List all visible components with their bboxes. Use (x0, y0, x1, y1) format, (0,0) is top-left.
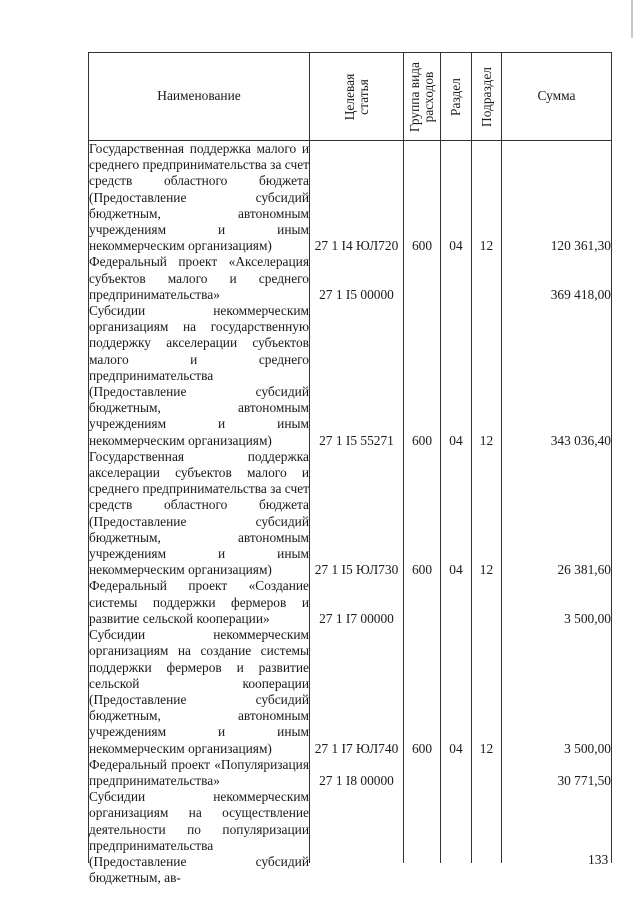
row-subsection (472, 254, 502, 303)
table-row (89, 449, 612, 579)
table-row (89, 789, 612, 863)
row-code: 27 1 I5 55271 (310, 303, 404, 449)
row-code: 27 1 I4 ЮЛ720 (310, 141, 404, 255)
header-group-line2: расходов (421, 71, 436, 122)
row-code (310, 789, 404, 863)
header-target (310, 53, 404, 141)
row-subsection (472, 757, 502, 789)
row-code: 27 1 I7 ЮЛ740 (310, 627, 404, 757)
row-name: Федеральный проект «Популяризация предпринимательства» (89, 756, 309, 788)
row-code: 27 1 I5 00000 (310, 254, 404, 303)
row-subsection: 12 (472, 141, 502, 255)
row-section (441, 757, 472, 789)
row-sum: 26 381,60 (502, 449, 612, 579)
table-row (89, 757, 612, 789)
row-code: 27 1 I5 ЮЛ730 (310, 449, 404, 579)
row-sum: 3 500,00 (502, 578, 612, 627)
row-sum: 369 418,00 (502, 254, 612, 303)
row-name-cell (89, 789, 310, 886)
row-name: Федеральный проект «Создание системы поддержки фермеров и развитие сельской кооперации» (89, 578, 309, 626)
row-subsection: 12 (472, 303, 502, 449)
header-sum: Сумма (502, 53, 612, 141)
table-row (89, 627, 612, 757)
header-section (441, 53, 472, 141)
row-sum: 120 361,30 (502, 141, 612, 255)
row-group: 600 (404, 449, 441, 579)
row-group (404, 578, 441, 627)
row-name: Субсидии некоммерческим организациям на создание системы поддержки фермеров и развитие сельской кооперации (Предоставление субсидий бюджетным, автономным учреждениям и иным некоммерческим организациям) (89, 627, 309, 756)
header-subsection-label: Подраздел (478, 66, 494, 127)
row-sum: 30 771,50 (502, 757, 612, 789)
table-row (89, 578, 612, 627)
row-section: 04 (441, 627, 472, 757)
table-row (89, 141, 612, 255)
row-section: 04 (441, 303, 472, 449)
row-name: Субсидии некоммерческим организациям на осуществление деятельности по популяризации предпринимательства (Предоставление субсидий бюджетным, ав- (89, 789, 309, 886)
table-header-row (89, 53, 612, 141)
row-name: Государственная поддержка акселерации субъектов малого и среднего предпринимательства за счет средств областного бюджета (Предоставление субсидий бюджетным, автономным учреждениям и иным некоммерческим организациям) (89, 448, 309, 578)
row-code: 27 1 I8 00000 (310, 757, 404, 789)
row-group: 600 (404, 141, 441, 255)
header-group (404, 53, 441, 141)
row-section: 04 (441, 449, 472, 579)
scan-edge-mark (631, 0, 633, 38)
budget-table (88, 52, 612, 886)
table-row (89, 254, 612, 303)
row-name: Государственная поддержка малого и среднего предпринимательства за счет средств областного бюджета (Предоставление субсидий бюджетным, автономным учреждениям и иным некоммерческим организациям) (89, 141, 309, 254)
header-target-line2: статья (355, 78, 371, 115)
row-name: Федеральный проект «Акселерация субъектов малого и среднего предпринимательства» (89, 254, 309, 302)
header-group-line1: Группа вида (407, 61, 422, 132)
header-subsection (472, 53, 502, 141)
row-name: Субсидии некоммерческим организациям на государственную поддержку акселерации субъектов малого и среднего предпринимательства (Предоставление субсидий бюджетным, автономным учреждениям и иным некоммерческим организациям) (89, 303, 309, 448)
header-name: Наименование (89, 53, 310, 141)
table-row (89, 303, 612, 449)
row-sum: 343 036,40 (502, 303, 612, 449)
row-section: 04 (441, 141, 472, 255)
row-subsection: 12 (472, 449, 502, 579)
row-group: 600 (404, 303, 441, 449)
row-section (441, 789, 472, 863)
row-section (441, 578, 472, 627)
row-subsection: 12 (472, 627, 502, 757)
row-group (404, 789, 441, 863)
row-subsection (472, 578, 502, 627)
row-code: 27 1 I7 00000 (310, 578, 404, 627)
row-section (441, 254, 472, 303)
row-subsection (472, 789, 502, 863)
header-target-line1: Целевая (341, 73, 357, 120)
row-group (404, 254, 441, 303)
row-sum: 3 500,00 (502, 627, 612, 757)
page-number: 133 (588, 852, 609, 867)
header-section-label: Раздел (448, 77, 463, 116)
row-group: 600 (404, 627, 441, 757)
row-group (404, 757, 441, 789)
